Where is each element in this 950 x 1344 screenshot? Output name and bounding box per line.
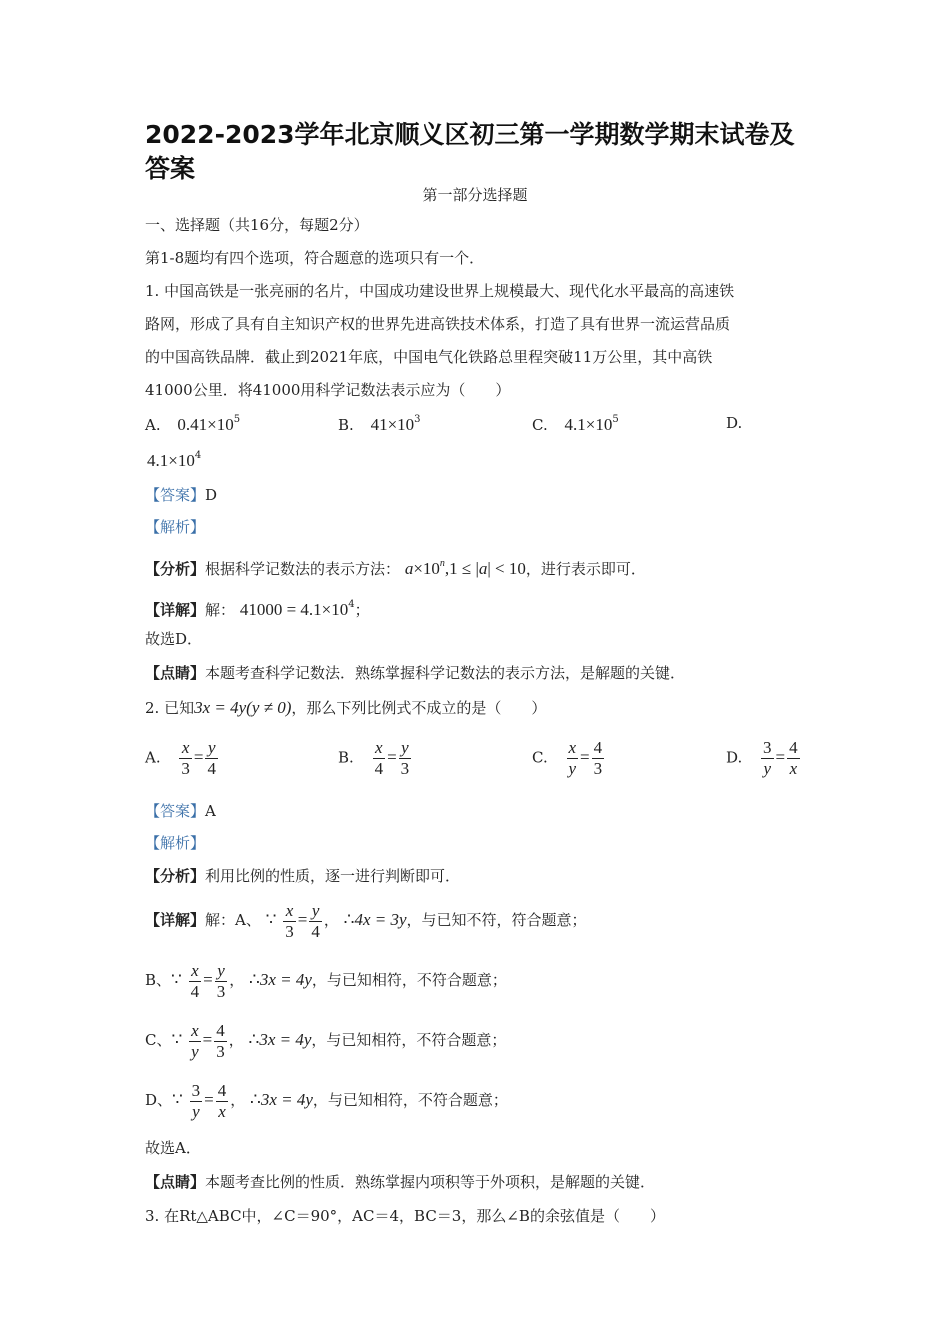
q2-detail-step-a: 【详解】解：A、 ∵ $\frac{x}{3}$ = $\frac{y}{4}$ ， ∴4x = 3y，与已知不符，符合题意； [145, 900, 587, 941]
q1-analysis-label: 【解析】 [145, 518, 206, 536]
q1-conclusion: 故选D． [145, 630, 203, 648]
q2-analysis-label: 【解析】 [145, 834, 206, 852]
q3-stem: 3. 在Rt△ABC中，∠C＝90°，AC＝4，BC＝3，那么∠B的余弦值是（ ） [145, 1207, 665, 1225]
q2-answer: 【答案】A [145, 802, 216, 820]
q1-comment: 【点睛】本题考查科学记数法．熟练掌握科学记数法的表示方法，是解题的关键． [145, 664, 686, 682]
q2-option-b: B. $\frac{x}{4}$ = $\frac{y}{3}$ [338, 738, 410, 778]
q2-conclusion: 故选A． [145, 1139, 201, 1157]
q2-comment: 【点睛】本题考查比例的性质．熟练掌握内项积等于外项积，是解题的关键． [145, 1173, 656, 1191]
q2-detail-step-b: B、∵ $\frac{x}{4}$ = $\frac{y}{3}$ ， ∴3x = 4y，与已知相符，不符合题意； [145, 960, 507, 1001]
section-heading: 一、选择题（共16分，每题2分） [145, 216, 369, 234]
q1-stem-line-1: 1. 中国高铁是一张亮丽的名片，中国成功建设世界上规模最大、现代化水平最高的高速铁 [145, 282, 735, 300]
q1-stem-line-3: 的中国高铁品牌．截止到2021年底，中国电气化铁路总里程突破11万公里，其中高铁 [145, 348, 713, 366]
q2-detail-step-d: D、∵ $\frac{3}{y}$ = $\frac{4}{x}$ ， ∴3x = 4y，与已知相符，不符合题意； [145, 1080, 508, 1121]
q2-detail-step-c: C、∵ $\frac{x}{y}$ = $\frac{4}{3}$ ， ∴3x = 4y，与已知相符，不符合题意； [145, 1020, 507, 1061]
q1-option-b: B. $41\times 10^3$ [338, 414, 421, 434]
q2-fenxi: 【分析】利用比例的性质，逐一进行判断即可． [145, 867, 461, 885]
q1-stem-line-2: 路网，形成了具有自主知识产权的世界先进高铁技术体系，打造了具有世界一流运营品质 [145, 315, 731, 333]
q1-option-c: C. $4.1\times 10^5$ [532, 414, 619, 434]
section-instruction: 第1-8题均有四个选项，符合题意的选项只有一个． [145, 249, 485, 267]
q1-detail: 【详解】解： $41000 = 4.1\times 10^4$； [145, 599, 370, 619]
q1-option-d-value: $4.1\times 10^4$ [147, 450, 202, 470]
q2-option-d: D. $\frac{3}{y}$ = $\frac{4}{x}$ [726, 738, 798, 778]
q1-option-a: A. $0.41\times 10^5$ [145, 414, 241, 434]
part-heading: 第一部分选择题 [422, 186, 528, 204]
q1-answer: 【答案】D [145, 486, 218, 504]
q1-stem-line-4: 41000公里．将41000用科学记数法表示应为（ ） [145, 381, 511, 399]
q1-fenxi: 【分析】根据科学记数法的表示方法： $a\times 10^n,1 \le |a| < 10$，进行表示即可． [145, 558, 646, 578]
document-title: 2022-2023学年北京顺义区初三第一学期数学期末试卷及答案 [145, 120, 795, 183]
q2-option-c: C. $\frac{x}{y}$ = $\frac{4}{3}$ [532, 738, 603, 778]
q1-option-d-letter: D. [726, 414, 743, 432]
q2-option-a: A. $\frac{x}{3}$ = $\frac{y}{4}$ [145, 738, 216, 778]
q2-stem: 2. 已知3x = 4y(y ≠ 0)，那么下列比例式不成立的是（ ） [145, 698, 547, 717]
